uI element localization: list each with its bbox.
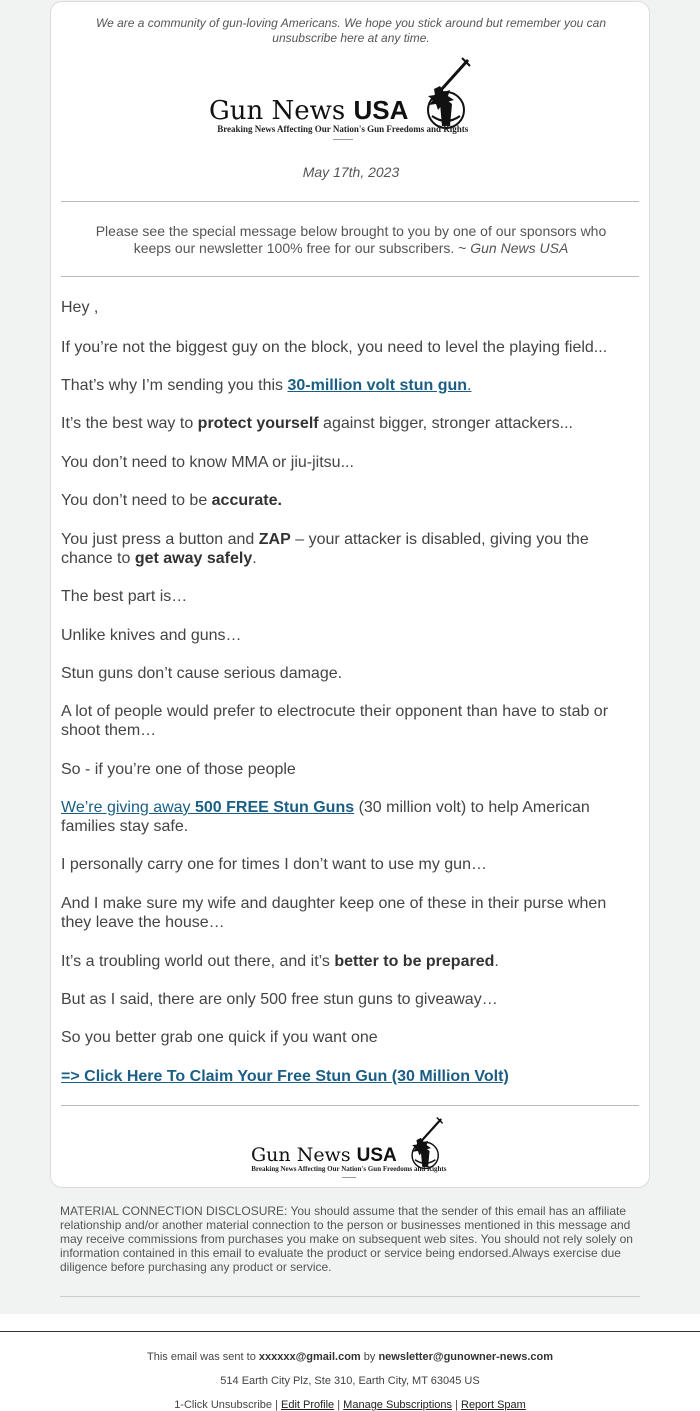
divider [61, 201, 639, 202]
body-paragraph: If you’re not the biggest guy on the block, you need to level the playing field... [61, 339, 608, 356]
body-paragraph: I personally carry one for times I don’t want to use my gun… [61, 856, 487, 873]
body-paragraph: You don’t need to know MMA or jiu-jitsu... [61, 454, 354, 471]
email-card [50, 1, 650, 1188]
manage-subscriptions-link[interactable]: Manage Subscriptions [343, 1399, 453, 1411]
intro-text [91, 16, 611, 46]
newsletter-date: May 17th, 2023 [302, 164, 400, 180]
body-paragraph: Unlike knives and guns… [61, 627, 242, 644]
statue-of-liberty-rifle-icon [399, 1116, 447, 1170]
logo-tagline: Breaking News Affecting Our Nation's Gun Freedoms and Rights [251, 1165, 447, 1173]
one-click-unsubscribe[interactable]: 1-Click Unsubscribe [174, 1399, 272, 1411]
intro-line: We are a community of gun-loving Americans. We hope you stick around but remember you can unsubscribe here at any time. [95, 16, 607, 45]
body-paragraph: It’s the best way to protect yourself against bigger, stronger attackers... [61, 415, 573, 432]
sponsor-message: Please see the special message below brought to you by one of our sponsors who keeps our newsletter 100% free for our subscribers. ~ Gun News USA [95, 223, 607, 256]
header-logo[interactable] [209, 56, 476, 140]
logo-tagline: Breaking News Affecting Our Nation's Gun Freedoms and Rights [217, 124, 469, 134]
body-paragraph: We’re giving away 500 FREE Stun Guns (30 million volt) to help American families stay safe. [61, 799, 590, 835]
body-paragraph: Stun guns don’t cause serious damage. [61, 665, 343, 682]
divider [60, 1296, 640, 1297]
body-paragraph: A lot of people would prefer to electrocute their opponent than have to stab or shoot them… [61, 703, 609, 739]
footer-divider [0, 1331, 700, 1332]
claim-stun-gun-link[interactable]: => Click Here To Claim Your Free Stun Gun (30 Million Volt) [61, 1068, 509, 1085]
body-paragraph: But as I said, there are only 500 free stun guns to giveaway… [61, 991, 498, 1008]
material-disclosure: MATERIAL CONNECTION DISCLOSURE: You should assume that the sender of this email has an affiliate relationship and/or another material connection to the person or businesses mentioned in this message and may receive commissions from purchases you make on subsequent web sites. You should not rely solely on information contained in this email to evaluate the product or service being endorsed.Always exercise due diligence before purchasing any product or service. [60, 1204, 633, 1274]
body-paragraph: That’s why I’m sending you this 30-million volt stun gun. [61, 377, 472, 394]
body-paragraph: You don’t need to be accurate. [61, 492, 282, 509]
body-paragraph: So you better grab one quick if you want one [61, 1029, 378, 1046]
logo-underline [333, 139, 353, 140]
body-paragraph: The best part is… [61, 588, 188, 605]
footer-sent-to: This email was sent to xxxxxx@gmail.com by newsletter@gunowner-news.com [147, 1351, 553, 1363]
body-paragraph: It’s a troubling world out there, and it’s better to be prepared. [61, 953, 499, 970]
recipient-email: xxxxxx@gmail.com [258, 1351, 361, 1363]
body-paragraph [61, 1067, 631, 1086]
edit-profile-link[interactable]: Edit Profile [280, 1399, 335, 1411]
footer-links: 1-Click Unsubscribe | Edit Profile | Manage Subscriptions | Report Spam [174, 1399, 526, 1411]
greeting: Hey , [61, 299, 99, 316]
statue-of-liberty-rifle-icon [410, 56, 476, 130]
stun-gun-link-period[interactable]: . [467, 377, 472, 394]
sponsor-signature: Gun News USA [470, 240, 569, 256]
body-paragraph: And I make sure my wife and daughter keep one of these in their purse when they leave the house… [61, 895, 607, 931]
logo-name: Gun News USA [209, 95, 409, 126]
body-paragraph: You just press a button and ZAP – your attacker is disabled, giving you the chance to get away safely. [61, 531, 589, 567]
footer-address: 514 Earth City Plz, Ste 310, Earth City, MT 63045 US [220, 1375, 480, 1387]
sender-email: newsletter@gunowner-news.com [378, 1351, 553, 1363]
divider [61, 1105, 639, 1106]
stun-gun-link[interactable]: 30-million volt stun gun [287, 377, 468, 394]
divider [61, 276, 639, 277]
free-stun-guns-link[interactable]: We’re giving away 500 FREE Stun Guns [61, 799, 355, 816]
body-paragraph: So - if you’re one of those people [61, 761, 296, 778]
footer-logo[interactable] [251, 1116, 447, 1178]
logo-underline [342, 1177, 356, 1178]
report-spam-link[interactable]: Report Spam [461, 1399, 526, 1411]
logo-name: Gun News USA [251, 1144, 397, 1166]
